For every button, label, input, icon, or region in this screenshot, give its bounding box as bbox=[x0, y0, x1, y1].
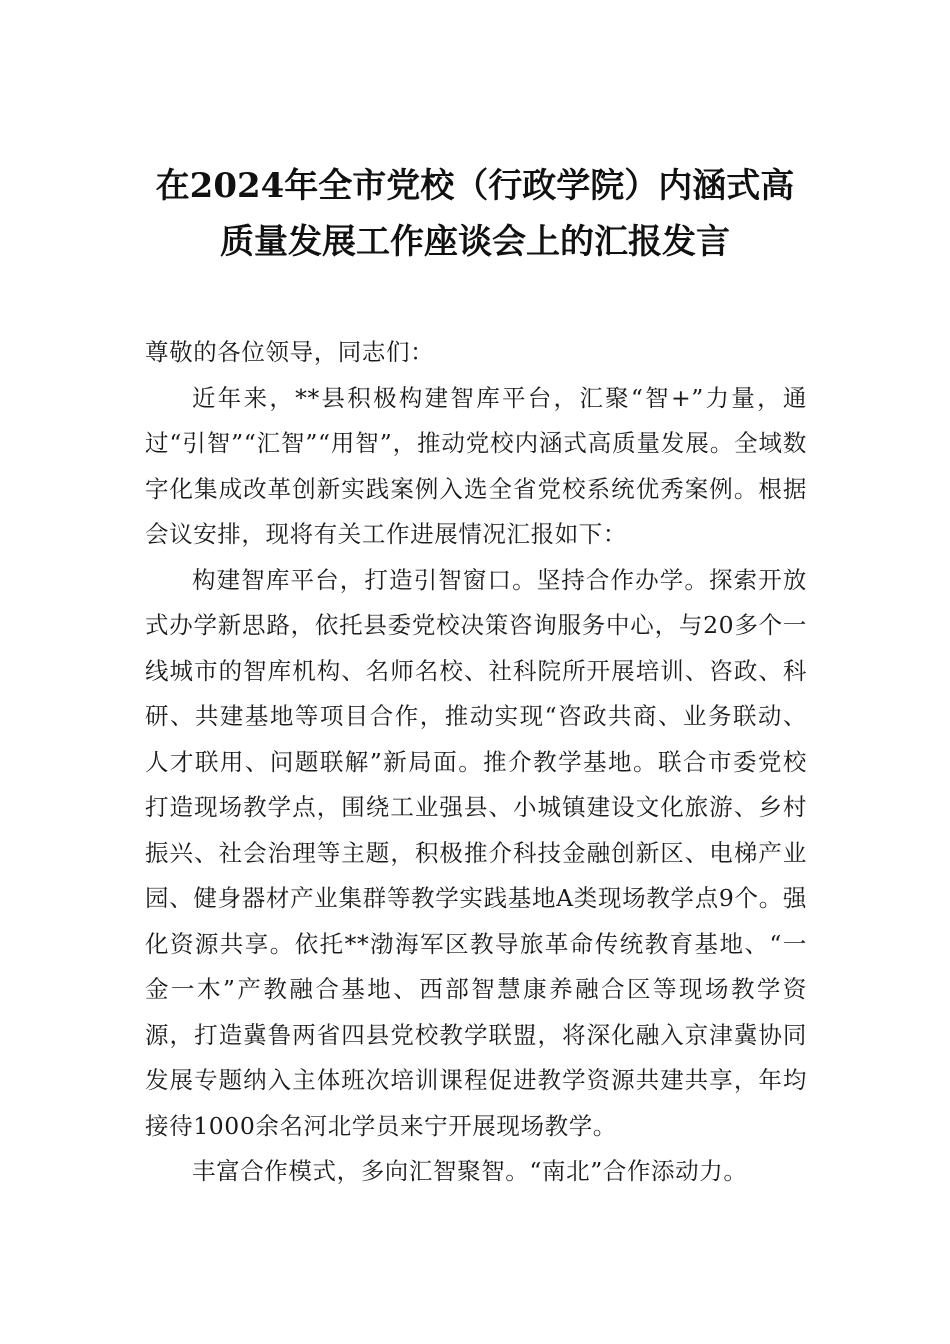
document-body bbox=[145, 330, 807, 1195]
salutation: 尊敬的各位领导，同志们： bbox=[145, 338, 435, 366]
paragraph-think-tank-platform: 构建智库平台，打造引智窗口。坚持合作办学。探索开放式办学新思路，依托县委党校决策咨询服务中心，与20多个一线城市的智库机构、名师名校、社科院所开展培训、咨政、科研、共建基地等项目合作，推动实现“咨政共商、业务联动、人才联用、问题联解”新局面。推介教学基地。联合市委党校打造现场教学点，围绕工业强县、小城镇建设文化旅游、乡村振兴、社会治理等主题，积极推介科技金融创新区、电梯产业园、健身器材产业集群等教学实践基地A类现场教学点9个。强化资源共享。依托**渤海军区教导旅革命传统教育基地、“一金一木”产教融合基地、西部智慧康养融合区等现场教学资源，打造冀鲁两省四县党校教学联盟，将深化融入京津冀协同发展专题纳入主体班次培训课程促进教学资源共建共享，年均接待1000余名河北学员来宁开展现场教学。 bbox=[145, 565, 807, 1140]
paragraph-intro: 近年来，**县积极构建智库平台，汇聚“智+”力量，通过“引智”“汇智”“用智”，推动党校内涵式高质量发展。全域数字化集成改革创新实践案例入选全省党校系统优秀案例。根据会议安排，现将有关工作进展情况汇报如下： bbox=[145, 383, 807, 548]
title-line-2: 质量发展工作座谈会上的汇报发言 bbox=[220, 222, 730, 262]
paragraph-cooperation-models: 丰富合作模式，多向汇智聚智。“南北”合作添动力。 bbox=[192, 1157, 748, 1185]
document-title bbox=[120, 158, 830, 270]
title-line-1: 在2024年全市党校（行政学院）内涵式高 bbox=[155, 166, 795, 206]
